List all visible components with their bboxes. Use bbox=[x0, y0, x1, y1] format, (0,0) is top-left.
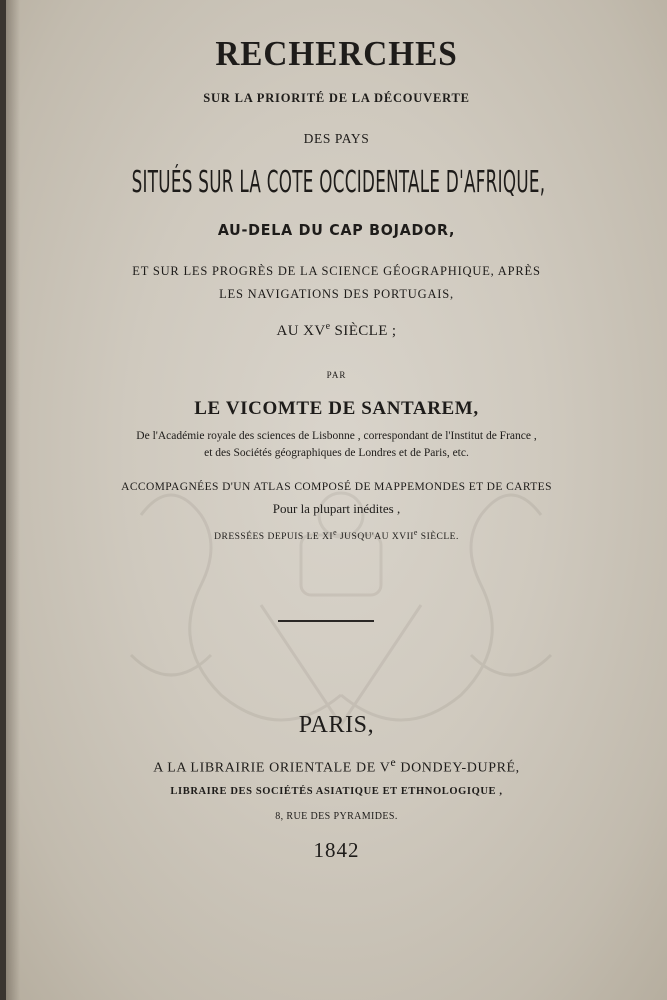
century-prefix: AU XV bbox=[276, 323, 326, 339]
author-name: LE VICOMTE DE SANTAREM, bbox=[194, 398, 479, 419]
atlas-line-3-sup-2: e bbox=[413, 528, 418, 537]
atlas-line-3-c: SIÈCLE. bbox=[417, 532, 459, 543]
imprint-publisher-role: LIBRAIRE DES SOCIÉTÉS ASIATIQUE ET ETHNOLOGIQUE , bbox=[170, 786, 503, 797]
divider-rule bbox=[278, 620, 374, 622]
atlas-line-1: ACCOMPAGNÉES D'UN ATLAS COMPOSÉ DE MAPPEMONDES ET DE CARTES bbox=[121, 481, 552, 493]
atlas-line-2: Pour la plupart inédites , bbox=[272, 501, 401, 516]
subtitle-line-5: ET SUR LES PROGRÈS DE LA SCIENCE GÉOGRAPHIQUE, APRÈS bbox=[132, 264, 541, 278]
imprint-publisher bbox=[6, 756, 667, 777]
affiliation-line-1: De l'Académie royale des sciences de Lisbonne , correspondant de l'Institut de France , bbox=[136, 430, 537, 442]
century-superscript: e bbox=[325, 321, 331, 332]
atlas-line-3-b: JUSQU'AU XVII bbox=[337, 532, 414, 543]
page-title: RECHERCHES bbox=[215, 34, 458, 73]
subtitle-line-1: SUR LA PRIORITÉ DE LA DÉCOUVERTE bbox=[203, 91, 470, 105]
imprint-address: 8, RUE DES PYRAMIDES. bbox=[275, 811, 398, 822]
publisher-b: DONDEY-DUPRÉ, bbox=[396, 760, 520, 776]
affiliation-line-2: et des Sociétés géographiques de Londres et de Paris, etc. bbox=[204, 447, 469, 459]
atlas-line-3 bbox=[6, 528, 667, 542]
century-suffix: SIÈCLE ; bbox=[330, 323, 397, 339]
by-label: PAR bbox=[326, 370, 347, 380]
atlas-line-3-a: DRESSÉES DEPUIS LE XI bbox=[214, 532, 334, 543]
title-page bbox=[6, 0, 667, 1000]
subtitle-line-4: AU-DELA DU CAP BOJADOR, bbox=[217, 221, 456, 239]
imprint-city: PARIS, bbox=[298, 712, 375, 738]
atlas-line-3-sup-1: e bbox=[333, 528, 338, 537]
publisher-superscript: e bbox=[390, 756, 397, 769]
imprint-year: 1842 bbox=[313, 838, 360, 862]
publisher-a: A LA LIBRAIRIE ORIENTALE DE V bbox=[153, 760, 391, 776]
subtitle-line-6: LES NAVIGATIONS DES PORTUGAIS, bbox=[219, 287, 454, 301]
century-line bbox=[6, 321, 667, 340]
subtitle-line-3: SITUÉS SUR LA COTE OCCIDENTALE D'AFRIQUE, bbox=[131, 165, 546, 200]
subtitle-line-2: DES PAYS bbox=[303, 131, 370, 146]
